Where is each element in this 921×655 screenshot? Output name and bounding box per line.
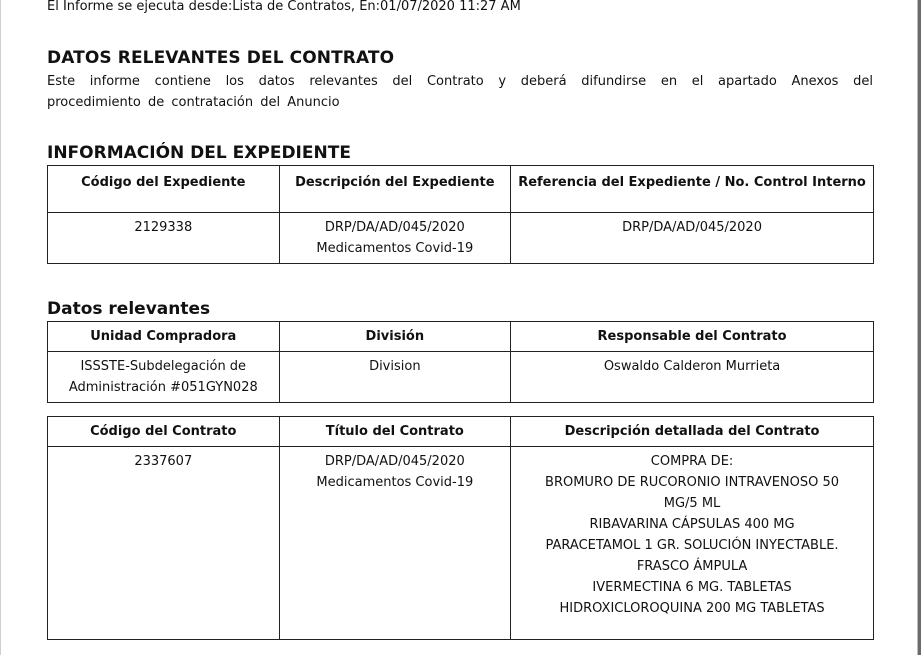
header-unidad-compradora: Unidad Compradora <box>48 322 280 352</box>
cell-unidad-compradora <box>48 352 280 403</box>
contract-data-title: DATOS RELEVANTES DEL CONTRATO <box>47 48 395 68</box>
unidad-line: ISSSTE-Subdelegación de <box>80 359 247 374</box>
page-left-edge <box>0 0 1 655</box>
cell-codigo-contrato: 2337607 <box>48 447 280 640</box>
header-titulo-contrato: Título del Contrato <box>279 417 511 447</box>
titulo-line: Medicamentos Covid-19 <box>316 475 474 490</box>
cell-division: Division <box>279 352 511 403</box>
expediente-table <box>47 165 874 264</box>
table-header-row <box>48 166 874 213</box>
table-header-row <box>48 417 874 447</box>
expediente-heading: INFORMACIÓN DEL EXPEDIENTE <box>47 143 351 163</box>
datos-relevantes-heading: Datos relevantes <box>47 299 211 319</box>
descripcion-line: BROMURO DE RUCORONIO INTRAVENOSO 50 <box>545 475 840 490</box>
header-codigo-contrato: Código del Contrato <box>48 417 280 447</box>
cell-titulo-contrato <box>279 447 511 640</box>
titulo-line: DRP/DA/AD/045/2020 <box>324 454 465 469</box>
descripcion-line: MG/5 ML <box>663 496 721 511</box>
header-descripcion-expediente: Descripción del Expediente <box>279 166 511 213</box>
descripcion-line: PARACETAMOL 1 GR. SOLUCIÓN INYECTABLE. <box>545 538 839 553</box>
header-responsable: Responsable del Contrato <box>511 322 874 352</box>
contrato-table <box>47 416 874 640</box>
cell-codigo-expediente: 2129338 <box>48 213 280 264</box>
descripcion-line: Medicamentos Covid-19 <box>316 241 474 256</box>
intro-line-1: Este informe contiene los datos relevantes del Contrato y deberá difundirse en el apartado Anexos del <box>47 74 873 89</box>
datos-relevantes-table <box>47 321 874 403</box>
cell-descripcion-contrato <box>511 447 874 640</box>
descripcion-line: RIBAVARINA CÁPSULAS 400 MG <box>589 517 795 532</box>
table-row <box>48 447 874 640</box>
cell-referencia-expediente: DRP/DA/AD/045/2020 <box>511 213 874 264</box>
header-codigo-expediente: Código del Expediente <box>48 166 280 213</box>
header-descripcion-contrato: Descripción detallada del Contrato <box>511 417 874 447</box>
table-row <box>48 352 874 403</box>
table-header-row <box>48 322 874 352</box>
descripcion-line: HIDROXICLOROQUINA 200 MG TABLETAS <box>559 601 825 616</box>
descripcion-line: FRASCO ÁMPULA <box>636 559 748 574</box>
header-referencia-expediente: Referencia del Expediente / No. Control Interno <box>511 166 874 213</box>
report-run-info: El Informe se ejecuta desde:Lista de Contratos, En:01/07/2020 11:27 AM <box>47 0 521 14</box>
descripcion-line: DRP/DA/AD/045/2020 <box>324 220 465 235</box>
intro-line-2: procedimiento de contratación del Anuncio <box>47 95 340 110</box>
report-intro <box>47 71 873 113</box>
table-row <box>48 213 874 264</box>
unidad-line: Administración #051GYN028 <box>68 380 258 395</box>
descripcion-line: COMPRA DE: <box>650 454 734 469</box>
header-division: División <box>279 322 511 352</box>
descripcion-line: IVERMECTINA 6 MG. TABLETAS <box>592 580 792 595</box>
cell-descripcion-expediente <box>279 213 511 264</box>
cell-responsable: Oswaldo Calderon Murrieta <box>511 352 874 403</box>
